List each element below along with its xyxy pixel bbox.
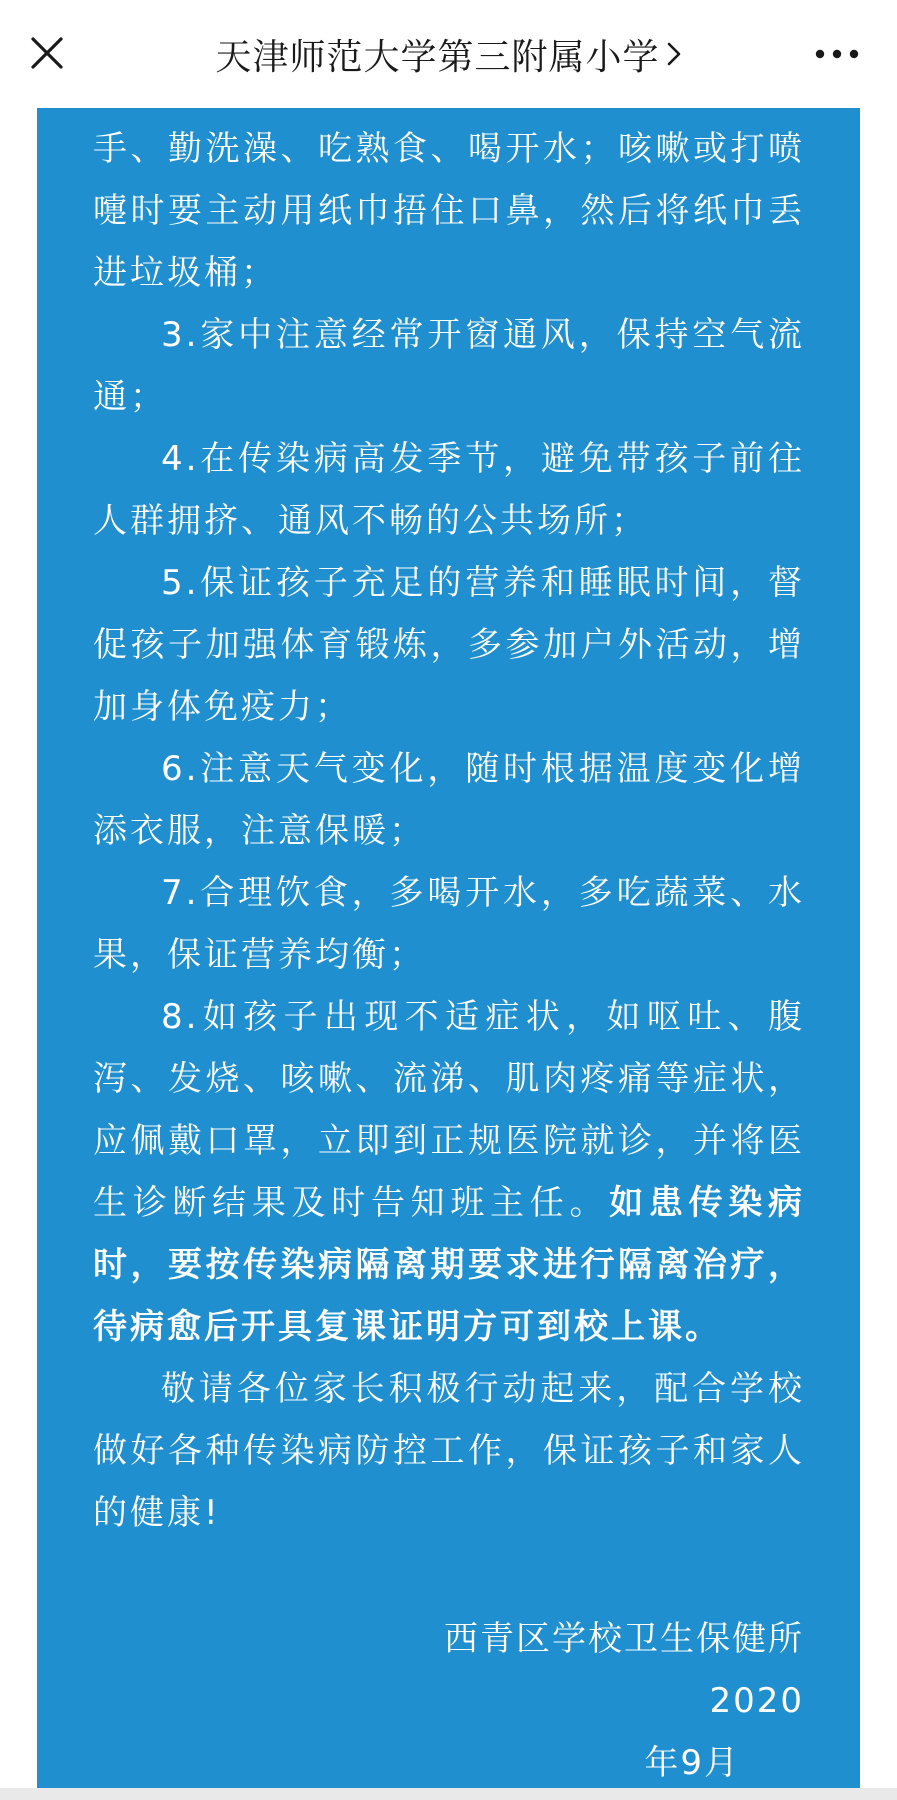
chevron-right-icon xyxy=(666,40,682,68)
top-navigation-bar xyxy=(0,0,897,108)
list-item-7: 7.合理饮食，多喝开水，多吃蔬菜、水果，保证营养均衡； xyxy=(93,873,805,975)
more-dots-icon xyxy=(815,49,859,59)
list-item-3: 3.家中注意经常开窗通风，保持空气流通； xyxy=(93,315,805,417)
list-item-5: 5.保证孩子充足的营养和睡眠时间，督促孩子加强体育锻炼，多参加户外活动，增加身体免疫力； xyxy=(93,563,805,727)
close-icon xyxy=(30,36,64,70)
bottom-divider xyxy=(0,1788,897,1800)
page-title: 天津师范大学第三附属小学 xyxy=(215,36,660,78)
list-item-8-text: 8.如孩子出现不适症状，如呕吐、腹泻、发烧、咳嗽、流涕、肌肉疼痛等症状，应佩戴口罩，立即到正规医院就诊，并将医生诊断结果及时告知班主任。 xyxy=(93,997,805,1223)
signature-year: 2020 xyxy=(709,1681,804,1721)
more-options-button[interactable] xyxy=(807,36,867,72)
close-button[interactable] xyxy=(24,30,70,76)
article-body xyxy=(93,118,805,1544)
signature-org: 西青区学校卫生保健所 xyxy=(444,1619,804,1659)
account-title-link[interactable] xyxy=(215,29,681,80)
closing-paragraph: 敬请各位家长积极行动起来，配合学校做好各种传染病防控工作，保证孩子和家人的健康! xyxy=(93,1369,805,1533)
list-item-8-bold-text: 如患传染病时，要按传染病隔离期要求进行隔离治疗，待病愈后开具复课证明方可到校上课。 xyxy=(93,1183,806,1347)
article-content xyxy=(37,108,860,1788)
list-item-4: 4.在传染病高发季节，避免带孩子前往人群拥挤、通风不畅的公共场所； xyxy=(93,439,805,541)
signature-month: 年9月 xyxy=(644,1743,740,1783)
list-item-6: 6.注意天气变化，随时根据温度变化增添衣服，注意保暖； xyxy=(93,749,805,851)
paragraph-hygiene-tail: 手、勤洗澡、吃熟食、喝开水；咳嗽或打喷嚏时要主动用纸巾捂住口鼻，然后将纸巾丢进垃圾桶； xyxy=(93,129,805,293)
signature-block xyxy=(444,1608,804,1794)
list-item-8 xyxy=(93,986,805,1358)
